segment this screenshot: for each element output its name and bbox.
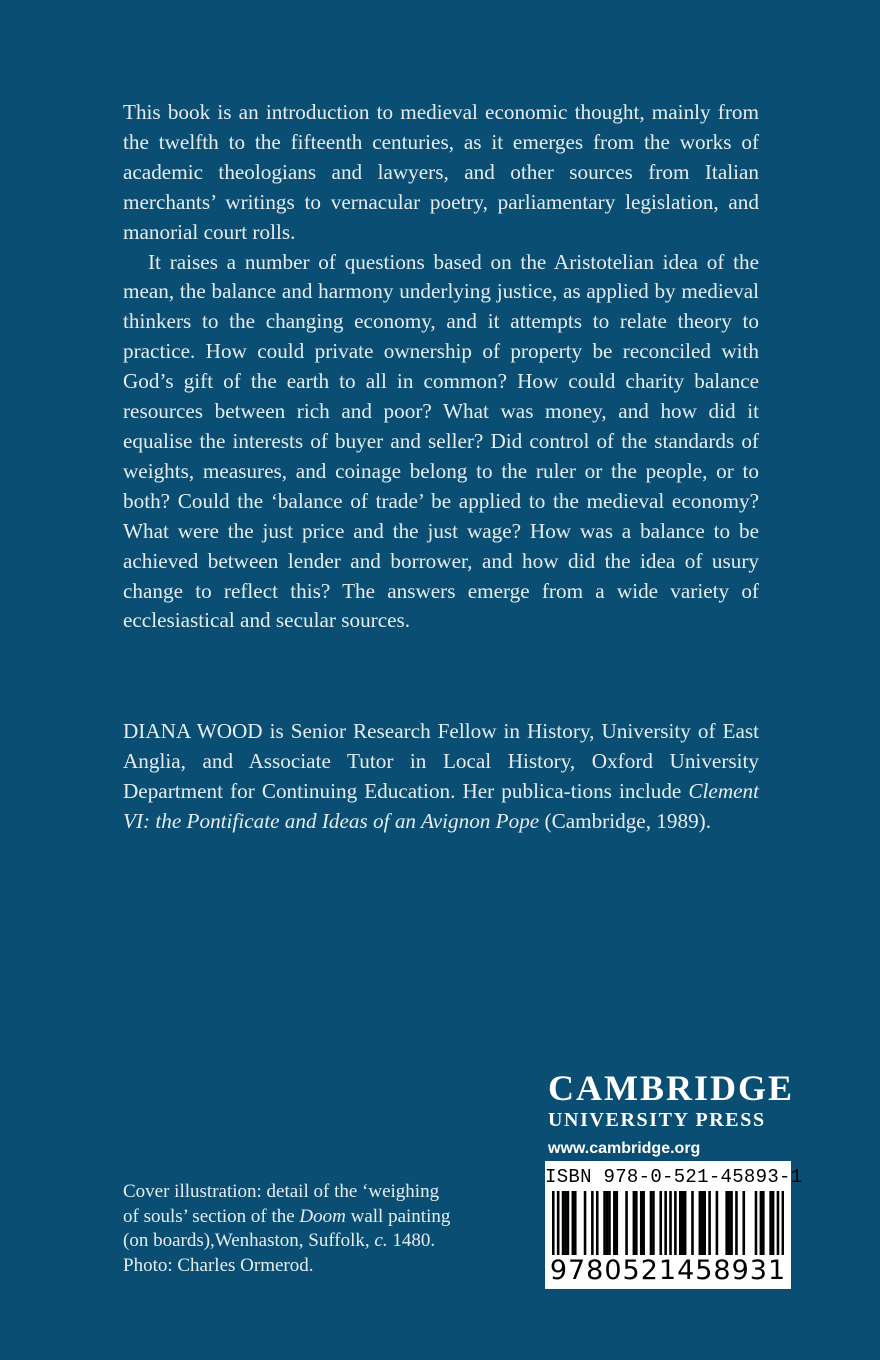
barcode-bar — [591, 1191, 594, 1255]
barcode-bar — [716, 1191, 719, 1255]
barcode-bar — [703, 1191, 706, 1255]
barcode-bar — [684, 1191, 687, 1255]
credit-line-4: Photo: Charles Ormerod. — [123, 1254, 314, 1276]
barcode-bar — [557, 1191, 560, 1255]
barcode-bar — [674, 1191, 677, 1255]
author-bio-paragraph — [123, 717, 759, 837]
publisher-logo — [548, 1068, 795, 1162]
barcode-bar — [574, 1191, 577, 1255]
publisher-name: CAMBRIDGE — [548, 1068, 795, 1108]
barcode-bar — [608, 1191, 611, 1255]
painting-title: Doom — [299, 1205, 346, 1227]
barcode-bar — [652, 1191, 655, 1255]
barcode-bar — [777, 1191, 780, 1255]
barcode-bar — [735, 1191, 738, 1255]
barcode-bar — [562, 1191, 565, 1255]
credit-line-3: (on boards),Wenhaston, Suffolk, c. 1480. — [123, 1230, 436, 1252]
isbn-barcode — [545, 1161, 803, 1289]
barcode-bar — [762, 1191, 765, 1255]
barcode-bar — [640, 1191, 643, 1255]
barcode-bar — [564, 1191, 567, 1255]
barcode-bar — [669, 1191, 672, 1255]
barcode-bar — [615, 1191, 618, 1255]
publisher-subtitle: UNIVERSITY PRESS — [548, 1109, 766, 1131]
barcode-bar — [664, 1191, 667, 1255]
barcode-bar — [755, 1191, 758, 1255]
description-paragraph-2: It raises a number of questions based on the Aristotelian idea of the mean, the balance and harmony underlying justice, as applied by medieval thinkers to the changing economy, and it attempts to relate theory to practice. How could private ownership of property be reconciled with God’s gift of the earth to all in common? How could charity balance resources between rich and poor? What was money, and how did it equalise the interests of buyer and seller? Did control of the standards of weights, measures, and coinage belong to the ruler or the people, or to both? Could the ‘balance of trade’ be applied to the medieval economy? What were the just price and the just wage? How was a balance to be achieved between lender and borrower, and how did the idea of usury change to reflect this? The answers emerge from a wide variety of ecclesiastical and secular sources. — [123, 249, 759, 633]
barcode-bar — [633, 1191, 636, 1255]
barcode-bar — [567, 1191, 570, 1255]
cover-illustration-credit — [123, 1180, 503, 1278]
barcode-bar — [584, 1191, 587, 1255]
isbn-label: ISBN 978-0-521-45893-1 — [545, 1166, 803, 1188]
barcode-digits: 9780521458931 — [545, 1255, 791, 1287]
barcode-bar — [659, 1191, 662, 1255]
barcode-bar — [708, 1191, 711, 1255]
circa-abbreviation: c. — [374, 1230, 388, 1252]
barcode-bar — [613, 1191, 616, 1255]
barcode-bar — [742, 1191, 745, 1255]
barcode-bar — [650, 1191, 653, 1255]
barcode-bar — [782, 1191, 784, 1255]
book-description — [123, 98, 759, 636]
barcode-bars — [552, 1191, 784, 1255]
barcode-bar — [679, 1191, 682, 1255]
barcode-bar — [760, 1191, 763, 1255]
barcode-bar — [699, 1191, 702, 1255]
barcode-bar — [572, 1191, 575, 1255]
barcode-bar — [681, 1191, 684, 1255]
description-paragraph-1: This book is an introduction to medieval economic thought, mainly from the twelfth to the fifteenth centuries, as it emerges from the works of academic theologians and lawyers, and other sources from Italian merchants’ writings to vernacular poetry, parliamentary legislation, and manorial court rolls. — [123, 100, 759, 244]
barcode-bar — [596, 1191, 599, 1255]
author-previous-book-title: Clement VI: the Pontificate and Ideas of an Avignon Pope — [123, 778, 759, 833]
barcode-bar — [642, 1191, 645, 1255]
author-bio — [123, 717, 759, 837]
barcode-bar — [701, 1191, 704, 1255]
barcode-bar — [635, 1191, 638, 1255]
barcode-bar — [728, 1191, 731, 1255]
barcode-bar — [691, 1191, 694, 1255]
barcode-bar — [725, 1191, 728, 1255]
barcode-bar — [730, 1191, 733, 1255]
barcode-bar — [603, 1191, 606, 1255]
barcode-bar — [769, 1191, 772, 1255]
barcode-bar — [606, 1191, 609, 1255]
barcode-bar — [772, 1191, 775, 1255]
author-bio-text: DIANA WOOD is Senior Research Fellow in History, University of East Anglia, and Associate Tutor in Local History, Oxford University Department for Continuing Education. Her publica-tions include — [123, 719, 759, 803]
barcode-bar — [552, 1191, 555, 1255]
author-bio-text-end: (Cambridge, 1989). — [539, 808, 712, 833]
publisher-url: www.cambridge.org — [548, 1140, 701, 1157]
credit-line-2: of souls’ section of the Doom wall painting — [123, 1205, 451, 1227]
credit-line-1: Cover illustration: detail of the ‘weighing — [123, 1181, 440, 1202]
barcode-bar — [625, 1191, 628, 1255]
